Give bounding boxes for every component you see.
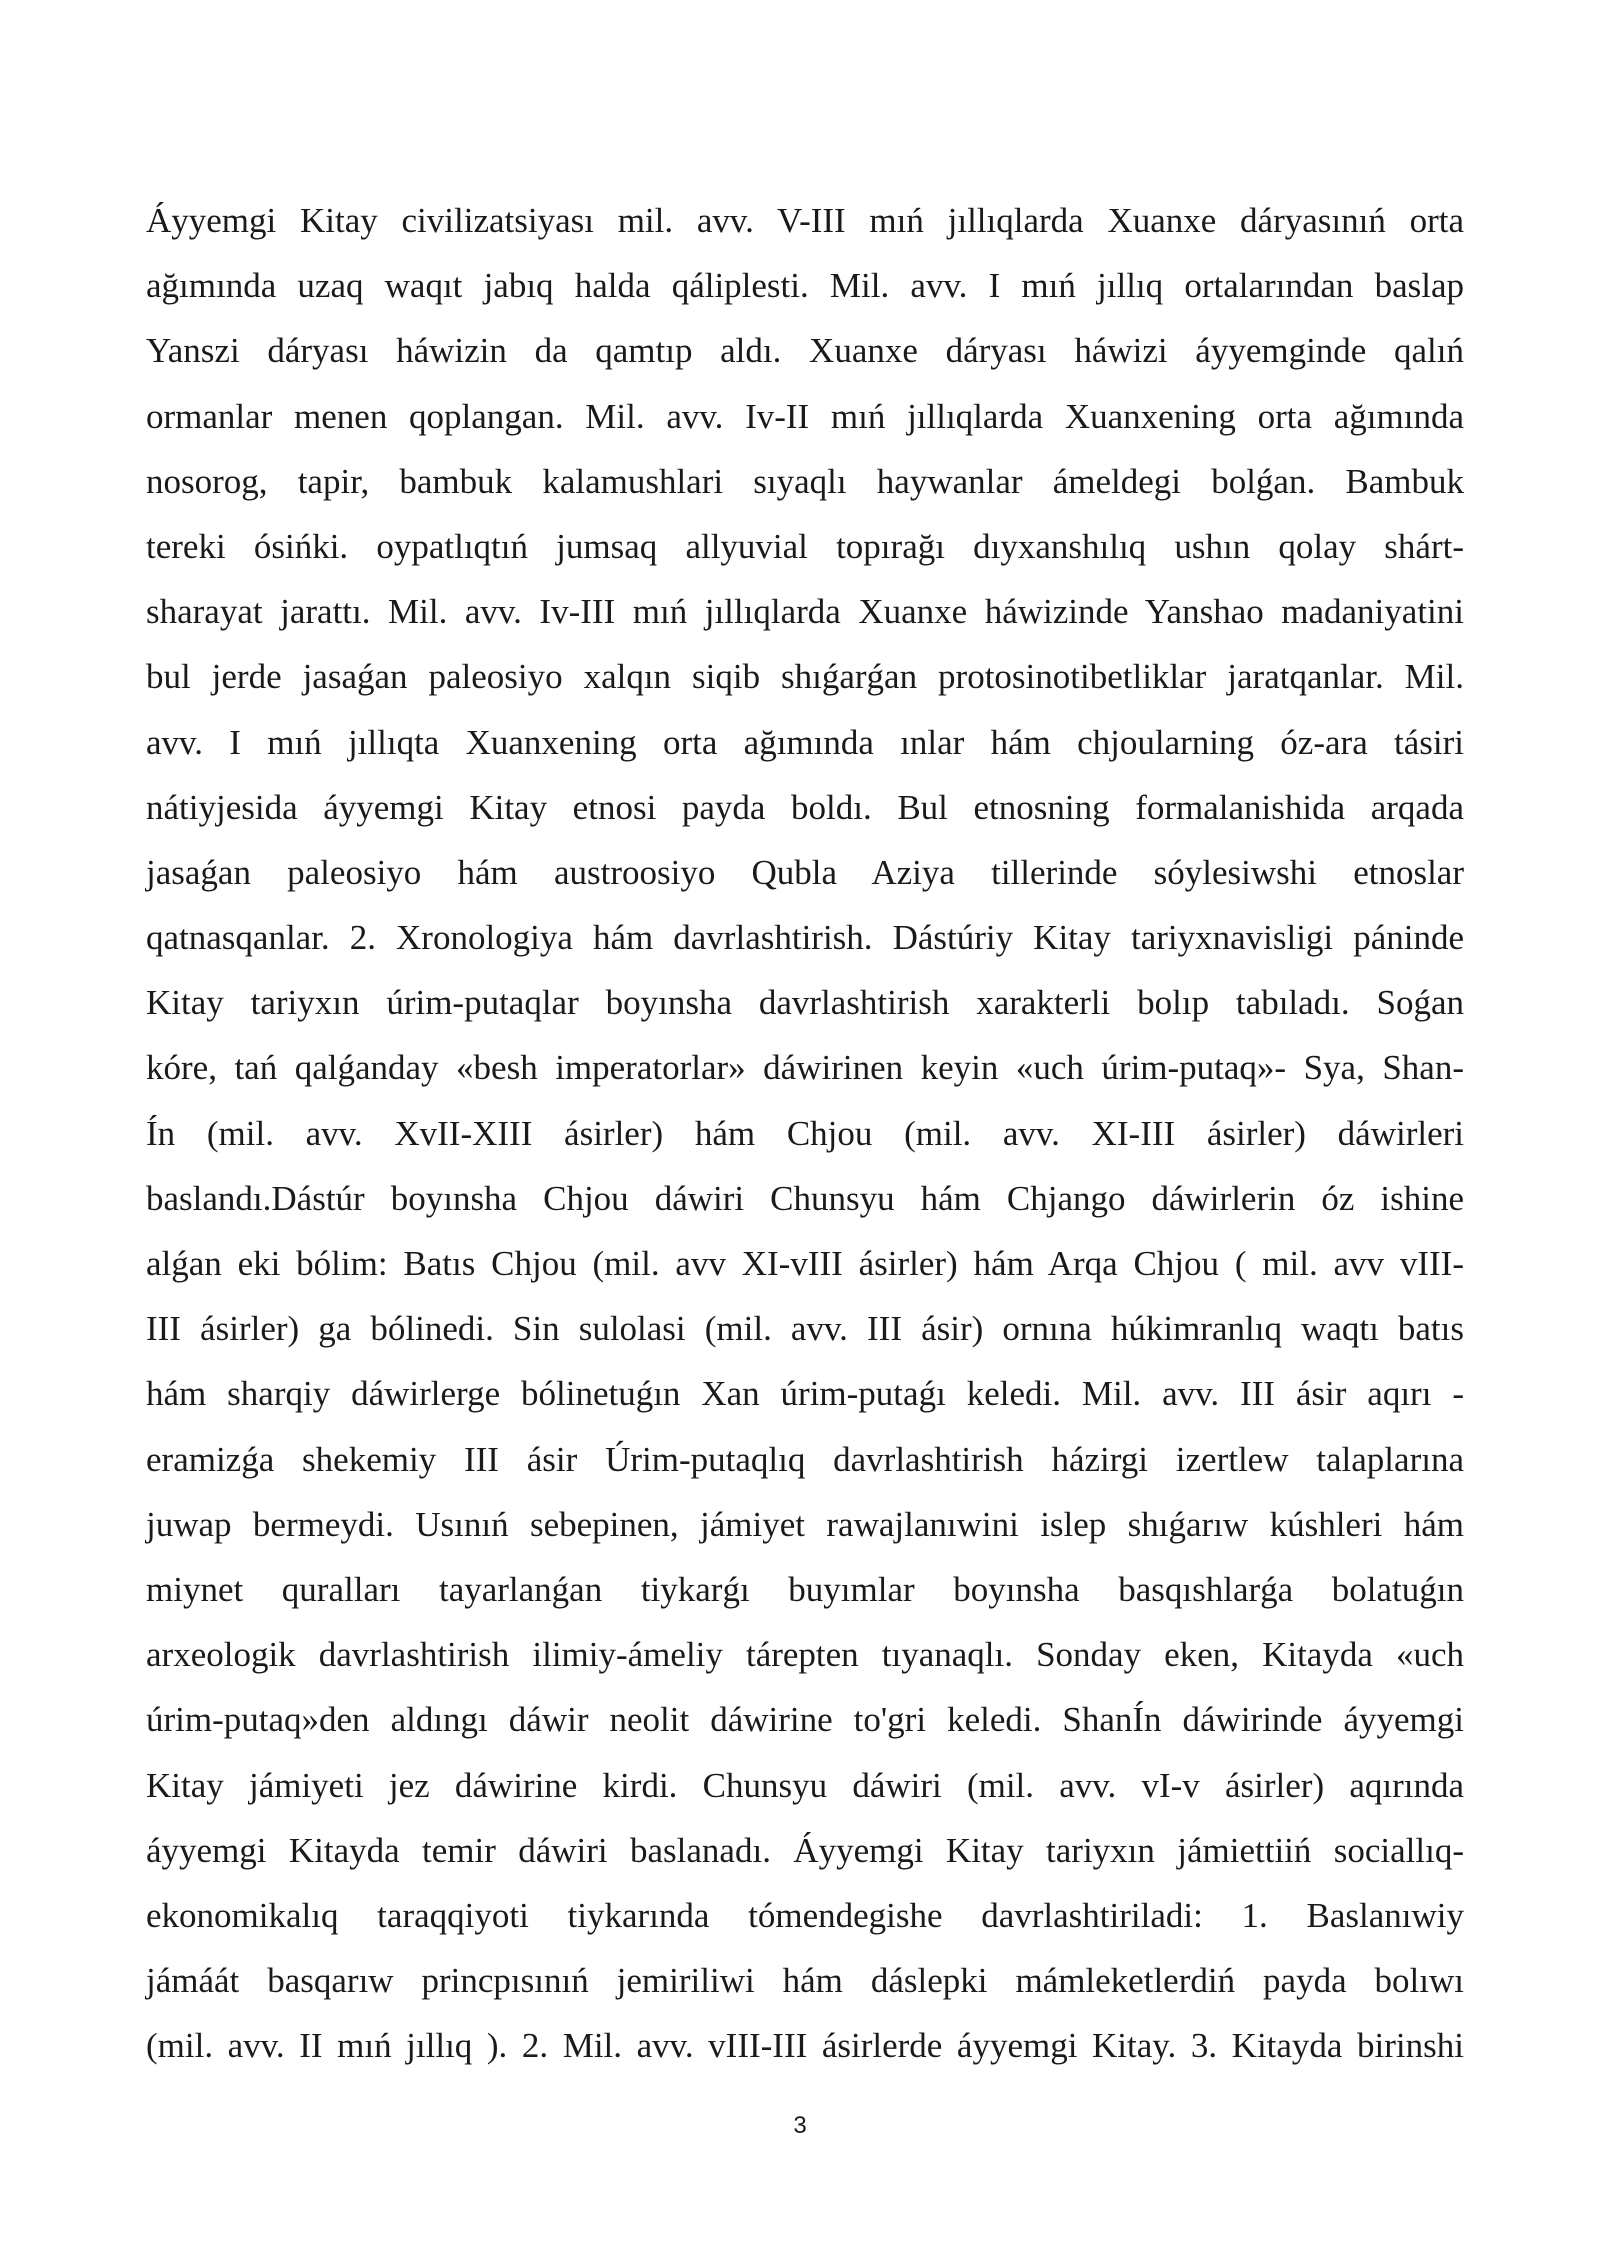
text-line: áyyemgi Kitayda temir dáwiri baslanadı. Áyyemgi Kitay tariyxın jámiettiiń sociallıq-: [146, 1830, 1464, 1870]
page-number: 3: [793, 2112, 807, 2139]
text-line: III ásirler) ga bólinedi. Sin sulolasi (mil. avv. III ásir) ornına húkimranlıq waqtı batıs: [146, 1309, 1464, 1349]
text-line: bul jerde jasaǵan paleosiyo xalqın siqib shıǵarǵan protosinotibetliklar jaratqanlar. Mil.: [146, 657, 1464, 697]
text-line: sharayat jarattı. Mil. avv. Iv-III mıń jıllıqlarda Xuanxe háwizinde Yanshao madaniyatini: [146, 592, 1464, 632]
text-line: ağımında uzaq waqıt jabıq halda qáliplesti. Mil. avv. I mıń jıllıq ortalarından baslap: [146, 266, 1464, 306]
text-line: alǵan eki bólim: Batıs Chjou (mil. avv XI-vIII ásirler) hám Arqa Chjou ( mil. avv vIII-: [146, 1244, 1464, 1283]
text-line: nátiyjesida áyyemgi Kitay etnosi payda boldı. Bul etnosning formalanishida arqada: [146, 787, 1464, 827]
text-line: Kitay tariyxın úrim-putaqlar boyınsha davrlashtirish xarakterli bolıp tabıladı. Soǵan: [146, 983, 1464, 1023]
text-line: qatnasqanlar. 2. Xronologiya hám davrlashtirish. Dástúriy Kitay tariyxnavisligi páninde: [146, 918, 1464, 958]
text-line: juwap bermeydi. Usınıń sebepinen, jámiyet rawajlanıwini islep shıǵarıw kúshleri hám: [146, 1504, 1464, 1544]
text-line: kóre, tań qalǵanday «besh imperatorlar» dáwirinen keyin «uch úrim-putaq»- Sya, Shan-: [146, 1048, 1464, 1088]
body-text: [146, 188, 1464, 2078]
text-line: Ín (mil. avv. XvII-XIII ásirler) hám Chjou (mil. avv. XI-III ásirler) dáwirleri: [146, 1113, 1464, 1153]
text-line: Áyyemgi Kitay civilizatsiyası mil. avv. V-III mıń jıllıqlarda Xuanxe dáryasınıń orta: [146, 201, 1464, 240]
text-line: ormanlar menen qoplangan. Mil. avv. Iv-II mıń jıllıqlarda Xuanxening orta ağımında: [146, 396, 1464, 436]
text-line: eramizǵa shekemiy III ásir Úrim-putaqlıq davrlashtirish házirgi izertlew talaplarına: [146, 1439, 1464, 1479]
text-line: jámáát basqarıw princpısınıń jemiriliwi hám dáslepki mámleketlerdiń payda bolıwı: [146, 1961, 1464, 2001]
text-line: tereki ósińki. oypatlıqtıń jumsaq allyuvial topırağı dıyxanshılıq ushın qolay shárt-: [146, 526, 1464, 566]
text-line: avv. I mıń jıllıqta Xuanxening orta ağımında ınlar hám chjoularning óz-ara tásiri: [146, 722, 1464, 762]
text-line: baslandı.Dástúr boyınsha Chjou dáwiri Chunsyu hám Chjango dáwirlerin óz ishine: [146, 1178, 1464, 1218]
text-line: (mil. avv. II mıń jıllıq ). 2. Mil. avv. vIII-III ásirlerde áyyemgi Kitay. 3. Kitayda birinshi: [146, 2026, 1464, 2066]
text-line: úrim-putaq»den aldıngı dáwir neolit dáwirine to'gri keledi. ShanÍn dáwirinde áyyemgi: [146, 1700, 1464, 1740]
text-line: ekonomikalıq taraqqiyoti tiykarında tómendegishe davrlashtiriladi: 1. Baslanıwiy: [146, 1895, 1464, 1935]
text-line: Yanszi dáryası háwizin da qamtıp aldı. Xuanxe dáryası háwizi áyyemginde qalıń: [146, 331, 1464, 371]
text-line: Kitay jámiyeti jez dáwirine kirdi. Chunsyu dáwiri (mil. avv. vI-v ásirler) aqırında: [146, 1765, 1464, 1805]
text-line: hám sharqiy dáwirlerge bólinetuǵın Xan úrim-putaǵı keledi. Mil. avv. III ásir aqırı -: [146, 1374, 1464, 1414]
text-line: jasaǵan paleosiyo hám austroosiyo Qubla Aziya tillerinde sóylesiwshi etnoslar: [146, 852, 1464, 892]
text-line: miynet quralları tayarlanǵan tiykarǵı buyımlar boyınsha basqıshlarǵa bolatuǵın: [146, 1569, 1464, 1609]
text-line: nosorog, tapir, bambuk kalamushlari sıyaqlı haywanlar ámeldegi bolǵan. Bambuk: [146, 461, 1464, 501]
text-line: arxeologik davrlashtirish ilimiy-ámeliy tárepten tıyanaqlı. Sonday eken, Kitayda «uch: [146, 1635, 1464, 1675]
